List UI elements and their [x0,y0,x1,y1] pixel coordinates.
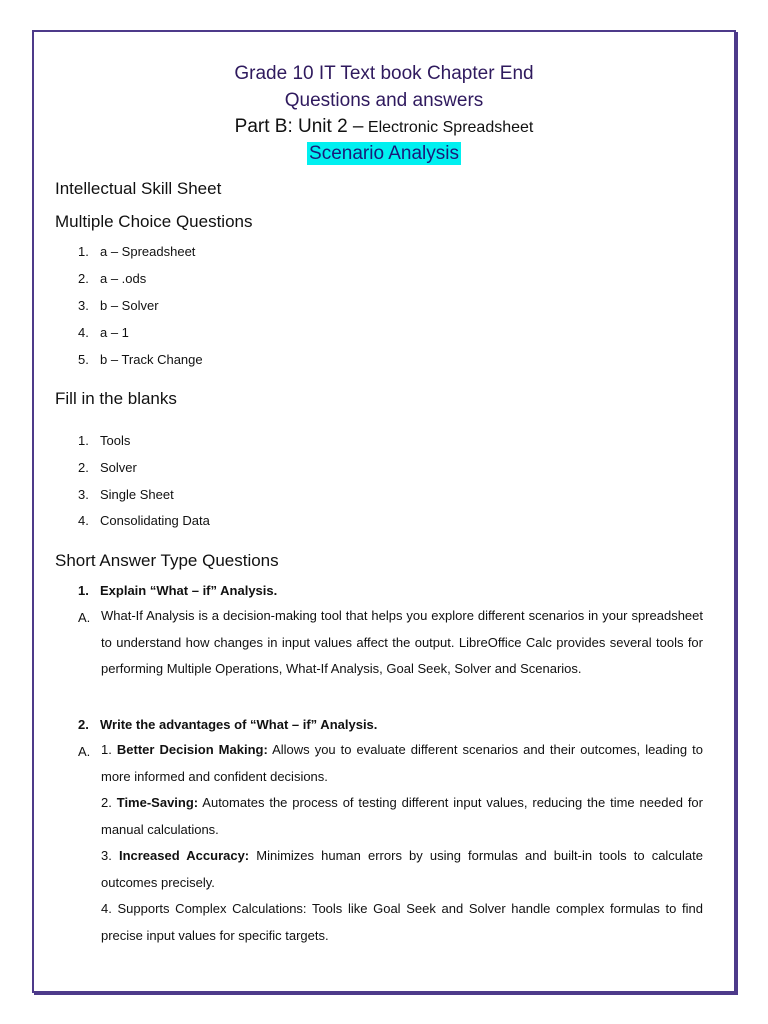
mcq-heading: Multiple Choice Questions [55,212,253,231]
advantage-point-4: 4. Supports Complex Calculations: Tools like Goal Seek and Solver handle complex formulas to find precise input values for specific targets. [101,901,703,943]
list-item: 1. a – Spreadsheet [78,244,196,259]
saq-heading: Short Answer Type Questions [55,551,279,570]
answer-1-label: A. [78,610,91,625]
unit-subtitle: Electronic Spreadsheet [363,119,534,136]
list-item: 2. a – .ods [78,271,147,286]
list-item: 5. b – Track Change [78,352,203,367]
answer-2-label: A. [78,744,91,759]
doc-title-line4 [0,141,768,167]
list-item: 1. Tools [78,433,131,448]
list-item: 4. Consolidating Data [78,513,210,528]
advantage-point-1: 1. Better Decision Making: Allows you to evaluate different scenarios and their outcomes, leading to more informed and confident decisions. [101,742,703,784]
advantage-point-2: 2. Time-Saving: Automates the process of testing different input values, reducing the time needed for manual calculations. [101,795,703,837]
doc-title-line3 [0,114,768,141]
doc-title-line1: Grade 10 IT Text book Chapter End [234,63,534,84]
fib-heading: Fill in the blanks [55,389,177,408]
doc-title-line2: Questions and answers [284,90,484,111]
list-item: 4. a – 1 [78,325,129,340]
question-2: 2. Write the advantages of “What – if” Analysis. [78,717,378,732]
answer-2-text [101,737,703,949]
question-1: 1. Explain “What – if” Analysis. [78,583,278,598]
unit-label: Part B: Unit 2 – [234,116,364,137]
advantage-point-3: 3. Increased Accuracy: Minimizes human errors by using formulas and built-in tools to calculate outcomes precisely. [101,848,703,890]
list-item: 2. Solver [78,460,137,475]
list-item: 3. b – Solver [78,298,159,313]
list-item: 3. Single Sheet [78,487,174,502]
highlighted-topic: Scenario Analysis [309,143,459,164]
skill-sheet-heading: Intellectual Skill Sheet [55,179,222,198]
answer-1-text: What-If Analysis is a decision-making tool that helps you explore different scenarios in your spreadsheet to understand how changes in input values affect the output. LibreOffice Calc provides several tools for performing Multiple Operations, What-If Analysis, Goal Seek, Solver and Scenarios. [101,608,703,676]
